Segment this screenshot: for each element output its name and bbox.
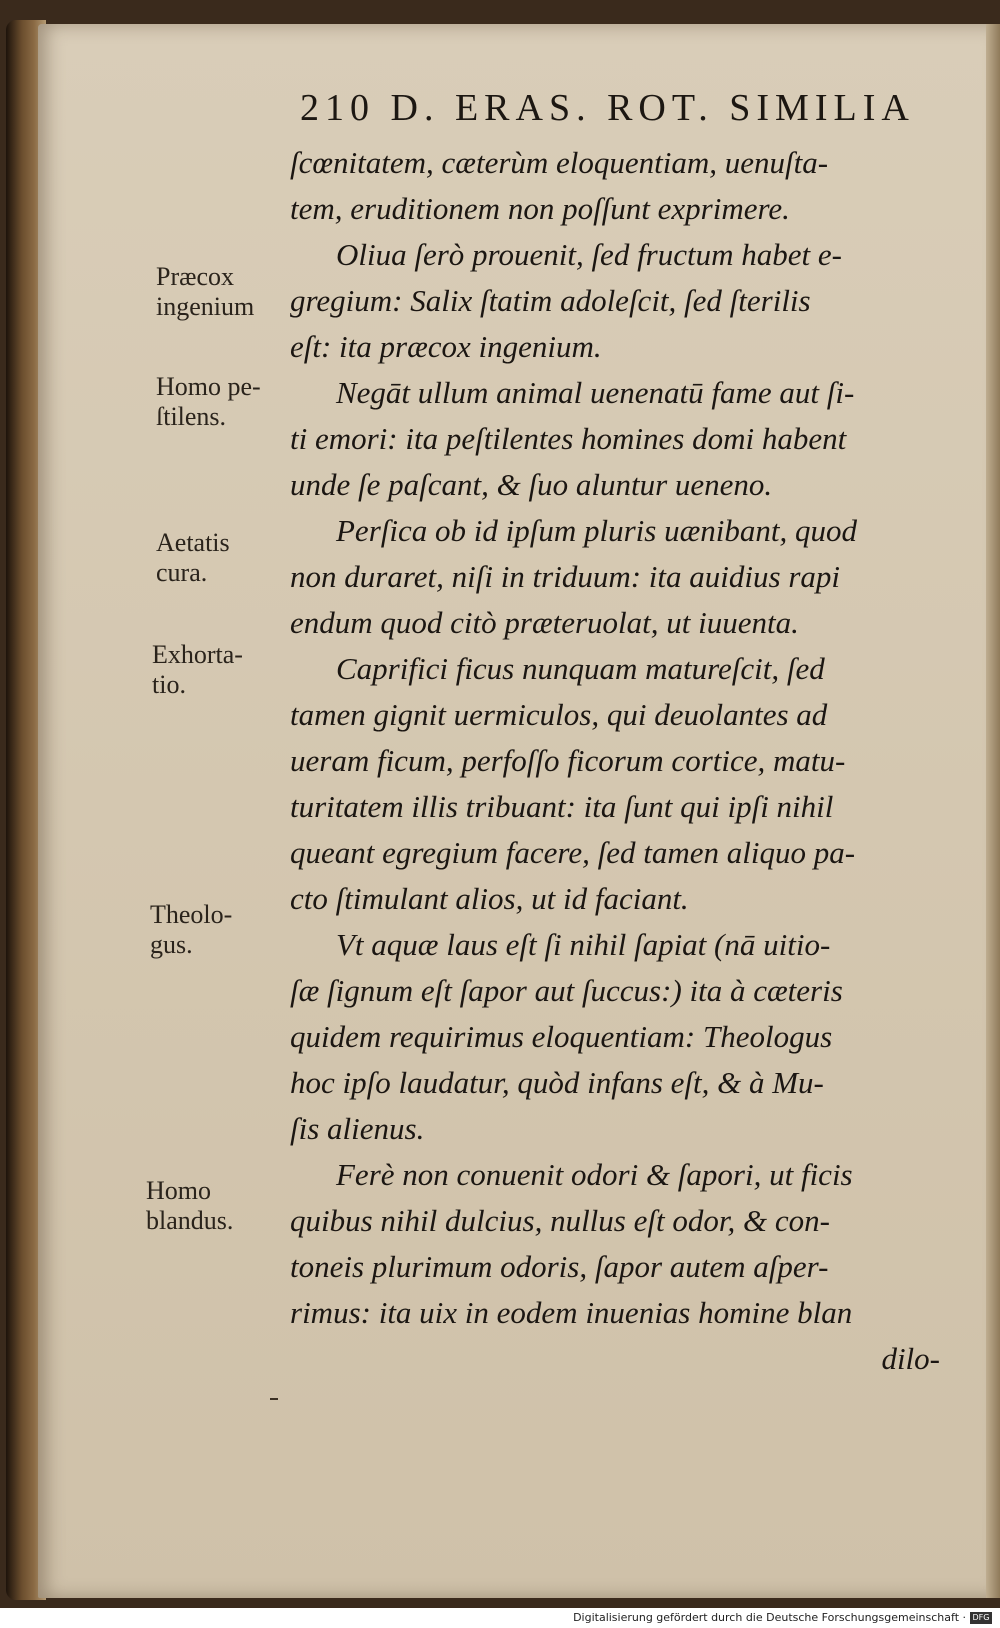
dfg-logo: DFG [970,1612,992,1624]
text-line: endum quod citò præteruolat, ut iuuenta. [290,605,799,640]
text-line: ti emori: ita peſtilentes homines domi habent [290,421,847,456]
text-line: toneis plurimum odoris, ſapor autem aſper- [290,1249,829,1284]
text-line: eſt: ita præcox ingenium. [290,329,602,364]
text-line: rimus: ita uix in eodem inuenias homine blan [290,1295,853,1330]
running-header: 210 D. ERAS. ROT. SIMILIA [300,87,915,129]
text-line: ſcœnitatem, cæterùm eloquentiam, uenuſta- [290,145,829,180]
text-line: dilo- [881,1341,940,1376]
text-line: queant egregium facere, ſed tamen aliquo pa- [290,835,856,870]
text-line: tamen gignit uermiculos, qui deuolantes ad [290,697,828,732]
margin-note-aetatis [156,528,296,588]
text-line: cto ſtimulant alios, ut id faciant. [290,881,689,916]
text-line: Caprifici ficus nunquam matureſcit, ſed [336,651,825,686]
page-right-edge [986,24,1000,1598]
margin-note-theologus [150,900,290,960]
page-mark [270,1398,278,1400]
margin-note-line: Exhorta- [152,640,243,669]
text-line: tem, eruditionem non poſſunt exprimere. [290,191,790,226]
margin-note-line: tio. [152,670,186,699]
text-line: Oliua ſerò prouenit, ſed fructum habet e- [336,237,842,272]
text-line: quidem requirimus eloquentiam: Theologus [290,1019,833,1054]
footer-text: Digitalisierung gefördert durch die Deutsche Forschungsgemeinschaft · [573,1611,966,1624]
text-line: Perſica ob id ipſum pluris uænibant, quod [336,513,857,548]
margin-note-line: blandus. [146,1206,234,1235]
text-line: ueram ficum, perfoſſo ficorum cortice, matu- [290,743,846,778]
text-line: turitatem illis tribuant: ita ſunt qui ipſi nihil [290,789,834,824]
margin-note-homo-pestilens [156,372,296,432]
text-line: ſis alienus. [290,1111,425,1146]
text-line: unde ſe paſcant, & ſuo aluntur ueneno. [290,467,773,502]
margin-note-line: Theolo- [150,900,233,929]
text-line: ſæ ſignum eſt ſapor aut ſuccus:) ita à cæteris [290,973,843,1008]
margin-note-line: Præcox [156,262,234,291]
text-line: Ferè non conuenit odori & ſapori, ut ficis [336,1157,853,1192]
text-line: hoc ipſo laudatur, quòd infans eſt, & à Mu- [290,1065,824,1100]
digitization-footer [0,1608,1000,1628]
margin-note-praecox [156,262,296,322]
text-line: Negāt ullum animal uenenatū fame aut ſi- [336,375,855,410]
margin-note-line: Aetatis [156,528,230,557]
text-line: quibus nihil dulcius, nullus eſt odor, & con- [290,1203,830,1238]
margin-note-line: ingenium [156,292,255,321]
margin-note-line: Homo [146,1176,211,1205]
margin-note-line: gus. [150,930,193,959]
margin-note-line: cura. [156,558,208,587]
margin-note-homo-blandus [146,1176,286,1236]
margin-note-exhortatio [152,640,292,700]
margin-note-line: ſtilens. [156,402,227,431]
text-line: Vt aquæ laus eſt ſi nihil ſapiat (nā uitio- [336,927,831,962]
text-line: non duraret, niſi in triduum: ita auidius rapi [290,559,840,594]
margin-note-line: Homo pe- [156,372,261,401]
body-text [290,140,940,1382]
text-line: gregium: Salix ſtatim adoleſcit, ſed ſterilis [290,283,811,318]
